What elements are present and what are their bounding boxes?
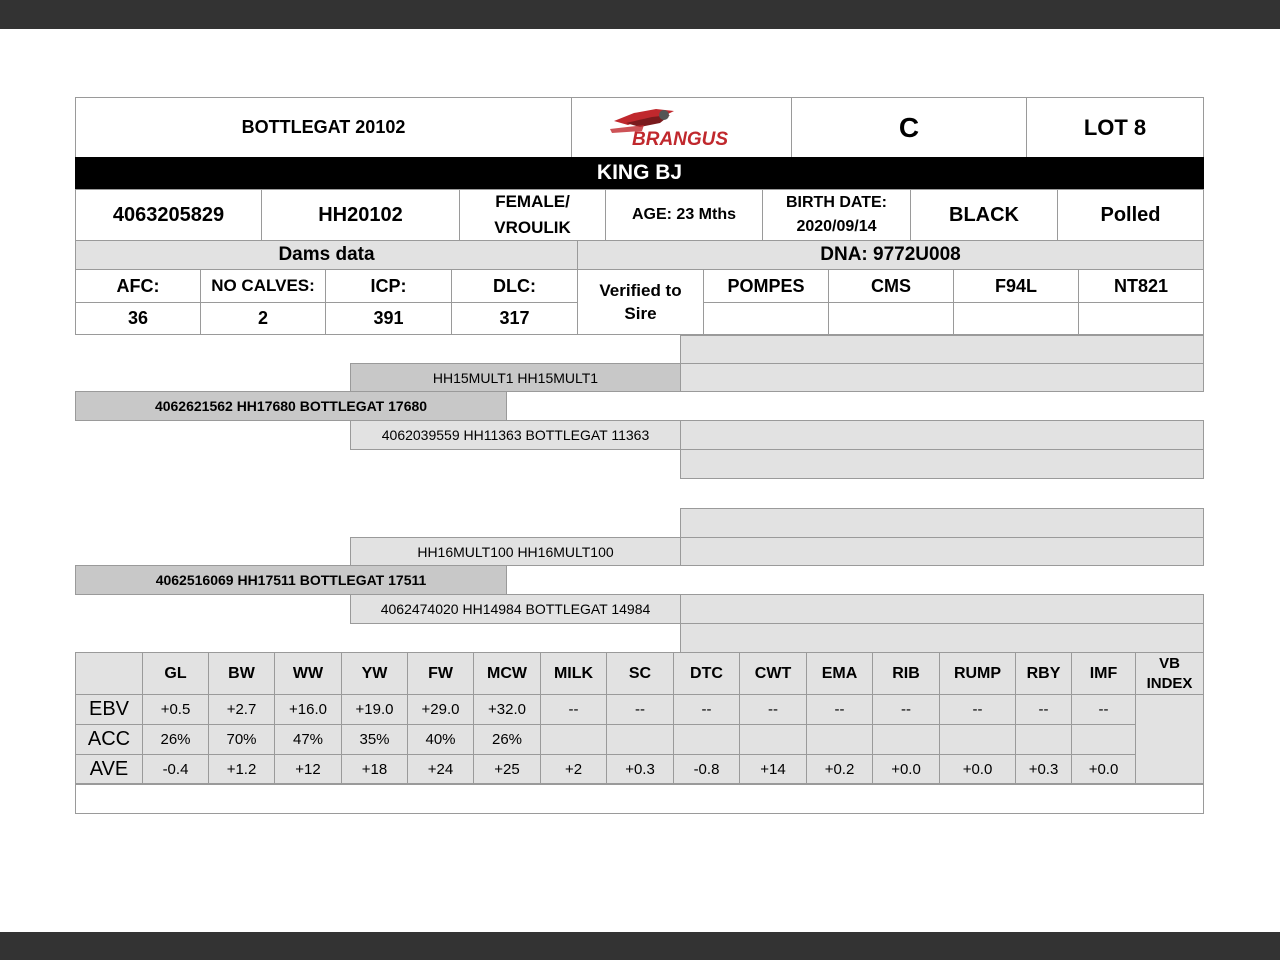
horn-cell: Polled	[1057, 189, 1204, 241]
ebv-value-acc-gl: 26%	[142, 724, 209, 755]
verified-line2: Sire	[624, 304, 657, 323]
dams-value-calves: 2	[200, 302, 326, 335]
ebv-value-ave-bw: +1.2	[208, 754, 275, 785]
ebv-value-ebv-dtc: --	[673, 694, 740, 725]
ebv-value-ave-gl: -0.4	[142, 754, 209, 785]
ebv-value-acc-rump	[939, 724, 1016, 755]
lot-number: LOT 8	[1026, 97, 1204, 158]
top-frame-bar	[0, 0, 1280, 29]
dna-result-cms	[828, 302, 954, 335]
ebv-corner	[75, 652, 143, 695]
ebv-value-ave-mcw: +25	[473, 754, 541, 785]
ebv-col-mcw: MCW	[473, 652, 541, 695]
ebv-row-label-acc: ACC	[75, 724, 143, 755]
dams-data-title: Dams data	[75, 240, 578, 270]
dna-test-nt821: NT821	[1078, 269, 1204, 303]
animal-name: BOTTLEGAT 20102	[75, 97, 572, 158]
ebv-value-acc-milk	[540, 724, 607, 755]
dams-header-afc: AFC:	[75, 269, 201, 303]
animal-tag: HH20102	[261, 189, 460, 241]
ebv-value-ave-yw: +18	[341, 754, 408, 785]
ebv-value-acc-ema	[806, 724, 873, 755]
ebv-value-acc-mcw: 26%	[473, 724, 541, 755]
ebv-value-ebv-bw: +2.7	[208, 694, 275, 725]
dna-test-cms: CMS	[828, 269, 954, 303]
ebv-value-ebv-mcw: +32.0	[473, 694, 541, 725]
sex-line2: VROULIK	[494, 218, 571, 237]
ebv-value-acc-dtc	[673, 724, 740, 755]
ebv-col-gl: GL	[142, 652, 209, 695]
pedigree-dam: 4062516069 HH17511 BOTTLEGAT 17511	[75, 565, 507, 595]
ebv-value-ebv-ema: --	[806, 694, 873, 725]
ebv-col-yw: YW	[341, 652, 408, 695]
ebv-col-rby: RBY	[1015, 652, 1072, 695]
pedigree-blank	[680, 420, 1204, 450]
bottom-frame-bar	[0, 932, 1280, 960]
ebv-value-acc-bw: 70%	[208, 724, 275, 755]
ebv-col-fw: FW	[407, 652, 474, 695]
ebv-value-ave-imf: +0.0	[1071, 754, 1136, 785]
pedigree-blank	[680, 449, 1204, 479]
ebv-col-sc: SC	[606, 652, 674, 695]
ebv-value-acc-imf	[1071, 724, 1136, 755]
ebv-value-ave-cwt: +14	[739, 754, 807, 785]
dna-result-pompes	[703, 302, 829, 335]
ebv-value-ebv-rby: --	[1015, 694, 1072, 725]
ebv-value-ebv-fw: +29.0	[407, 694, 474, 725]
verified-line1: Verified to	[599, 281, 682, 300]
ebv-value-ebv-imf: --	[1071, 694, 1136, 725]
sire-band: KING BJ	[75, 157, 1204, 189]
age-cell: AGE: 23 Mths	[605, 189, 763, 241]
vb-index-value	[1135, 694, 1204, 785]
pedigree-blank	[680, 508, 1204, 538]
pedigree-blank	[680, 623, 1204, 653]
sex-line1: FEMALE/	[495, 192, 570, 211]
ebv-col-rib: RIB	[872, 652, 940, 695]
ebv-value-acc-cwt	[739, 724, 807, 755]
ebv-row-label-ave: AVE	[75, 754, 143, 785]
ebv-value-ebv-gl: +0.5	[142, 694, 209, 725]
ebv-value-ebv-yw: +19.0	[341, 694, 408, 725]
ebv-value-ebv-sc: --	[606, 694, 674, 725]
ebv-value-ebv-rib: --	[872, 694, 940, 725]
ebv-col-imf: IMF	[1071, 652, 1136, 695]
ebv-value-ebv-milk: --	[540, 694, 607, 725]
animal-id: 4063205829	[75, 189, 262, 241]
dna-result-nt821	[1078, 302, 1204, 335]
grade-label: C	[791, 97, 1027, 158]
verified-to-sire	[577, 269, 704, 335]
dams-value-icp: 391	[325, 302, 452, 335]
ebv-col-milk: MILK	[540, 652, 607, 695]
pedigree-dam-dam: 4062474020 HH14984 BOTTLEGAT 14984	[350, 594, 681, 624]
ebv-value-ave-rby: +0.3	[1015, 754, 1072, 785]
dna-result-f94l	[953, 302, 1079, 335]
birth-date-label: BIRTH DATE:	[785, 194, 888, 211]
ebv-value-acc-rby	[1015, 724, 1072, 755]
pedigree-blank	[680, 335, 1204, 364]
ebv-footer-row	[75, 783, 1204, 814]
ebv-col-vb-index	[1135, 652, 1204, 695]
ebv-value-ebv-cwt: --	[739, 694, 807, 725]
ebv-value-acc-sc	[606, 724, 674, 755]
ebv-value-acc-ww: 47%	[274, 724, 342, 755]
pedigree-blank	[680, 537, 1204, 566]
dams-value-afc: 36	[75, 302, 201, 335]
ebv-value-ave-rib: +0.0	[872, 754, 940, 785]
dams-header-icp: ICP:	[325, 269, 452, 303]
ebv-value-acc-fw: 40%	[407, 724, 474, 755]
ebv-value-ave-rump: +0.0	[939, 754, 1016, 785]
pedigree-blank	[680, 594, 1204, 624]
logo-text: BRANGUS	[632, 129, 729, 150]
vb-index-line2: INDEX	[1146, 674, 1193, 692]
ebv-value-ave-ww: +12	[274, 754, 342, 785]
ebv-col-cwt: CWT	[739, 652, 807, 695]
ebv-row-label-ebv: EBV	[75, 694, 143, 725]
ebv-value-ave-fw: +24	[407, 754, 474, 785]
dna-test-pompes: POMPES	[703, 269, 829, 303]
vb-index-line1: VB	[1159, 654, 1180, 672]
dams-header-dlc: DLC:	[451, 269, 578, 303]
pedigree-blank	[680, 363, 1204, 392]
dna-test-f94l: F94L	[953, 269, 1079, 303]
birth-date-value: 2020/09/14	[796, 218, 877, 235]
ebv-value-ebv-ww: +16.0	[274, 694, 342, 725]
ebv-value-acc-rib	[872, 724, 940, 755]
dna-title: DNA: 9772U008	[577, 240, 1204, 270]
ebv-value-ave-milk: +2	[540, 754, 607, 785]
ebv-col-ema: EMA	[806, 652, 873, 695]
ebv-value-ave-ema: +0.2	[806, 754, 873, 785]
pedigree-dam-sire: HH16MULT100 HH16MULT100	[350, 537, 681, 566]
sex-cell	[459, 189, 606, 241]
pedigree-sire-dam: 4062039559 HH11363 BOTTLEGAT 11363	[350, 420, 681, 450]
ebv-col-dtc: DTC	[673, 652, 740, 695]
ebv-col-bw: BW	[208, 652, 275, 695]
ebv-value-acc-yw: 35%	[341, 724, 408, 755]
brangus-logo	[604, 103, 760, 151]
ebv-value-ave-dtc: -0.8	[673, 754, 740, 785]
color-cell: BLACK	[910, 189, 1058, 241]
dams-value-dlc: 317	[451, 302, 578, 335]
ebv-value-ave-sc: +0.3	[606, 754, 674, 785]
ebv-col-rump: RUMP	[939, 652, 1016, 695]
birth-date-cell	[762, 189, 911, 241]
ebv-value-ebv-rump: --	[939, 694, 1016, 725]
ebv-col-ww: WW	[274, 652, 342, 695]
pedigree-sire: 4062621562 HH17680 BOTTLEGAT 17680	[75, 391, 507, 421]
dams-header-calves: NO CALVES:	[200, 269, 326, 303]
pedigree-sire-sire: HH15MULT1 HH15MULT1	[350, 363, 681, 392]
